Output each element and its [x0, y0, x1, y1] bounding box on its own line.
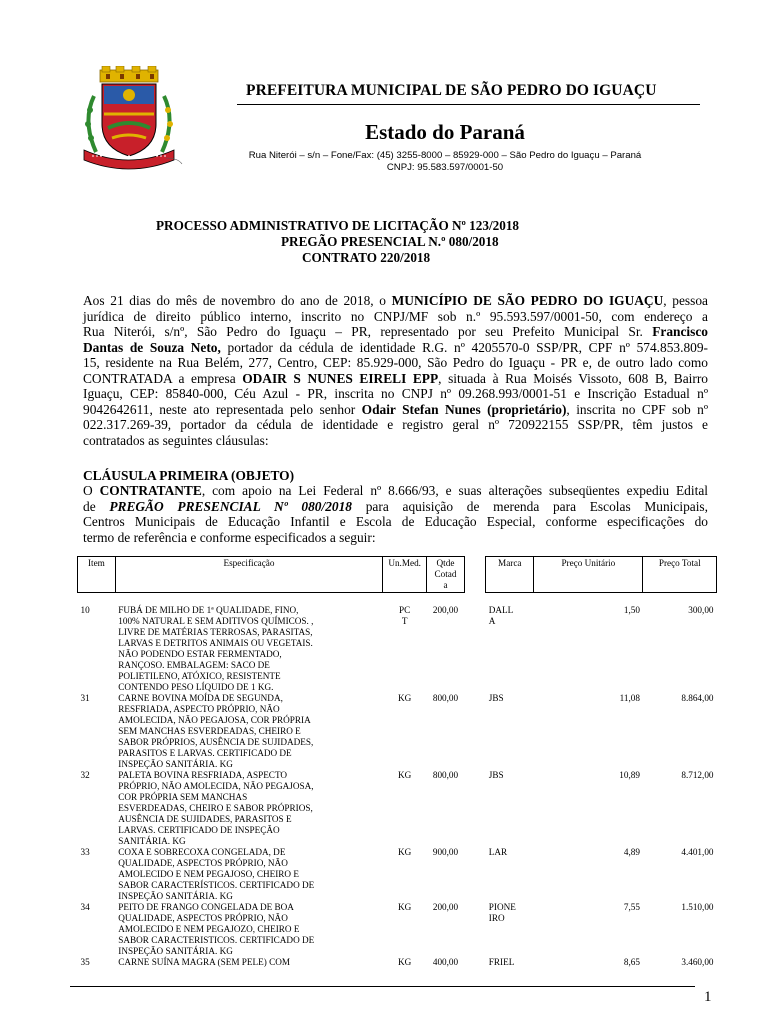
row-unit: KG — [398, 902, 412, 912]
row-quantity: 800,00 — [432, 770, 459, 780]
row-quantity: 900,00 — [432, 847, 459, 857]
row-unit: KG — [398, 957, 412, 967]
row-specification: PALETA BOVINA RESFRIADA, ASPECTO PRÓPRIO, NÃO AMOLECIDA, NÃO PEGAJOSA, COR PRÓPRIA SEM MANCHAS ESVERDEADAS, CHEIRO E SABOR PRÓPRIOS, AUSÊNCIA DE SUJIDADES, PARASITOS E LARVAS. CERTIFICADO DE INSPEÇÃO SANITÁRIA. KG — [118, 770, 314, 846]
row-brand: PIONE IRO — [488, 902, 516, 923]
row-specification: COXA E SOBRECOXA CONGELADA, DE QUALIDADE, ASPECTOS PRÓPRIO, NÃO AMOLECIDO E NEM PEGAJOSO, CHEIRO E SABOR CARACTERÍSTICOS. CERTIFICADO DE INSPEÇÃO SANITÁRIA. KG — [118, 847, 315, 901]
row-item-number: 31 — [80, 693, 90, 703]
clause-one-title: CLÁUSULA PRIMEIRA (OBJETO) — [83, 468, 295, 483]
row-brand: FRIEL — [488, 957, 515, 967]
row-unit-price: 7,55 — [623, 902, 640, 912]
header-total: Preço Total — [643, 557, 717, 593]
row-unit: PC T — [399, 605, 411, 626]
letterhead-rule — [237, 104, 700, 105]
row-gap — [464, 693, 485, 770]
table-row — [78, 902, 717, 957]
row-total-price: 1.510,00 — [681, 902, 714, 912]
row-specification: CARNE BOVINA MOÍDA DE SEGUNDA, RESFRIADA, ASPECTO PRÓPRIO, NÃO AMOLECIDA, NÃO PEGAJOSA, COR PRÓPRIA SEM MANCHAS ESVERDEADAS, CHEIRO E SABOR PRÓPRIOS, AUSÊNCIA DE SUJIDADES, PARASITOS E LARVAS. CERTIFICADO DE INSPEÇÃO SANITÁRIA. KG — [118, 693, 314, 769]
row-quantity: 200,00 — [432, 605, 459, 615]
letterhead-address: Rua Niterói – s/n – Fone/Fax: (45) 3255-8000 – 85929-000 – São Pedro do Iguaçu – Paraná — [248, 150, 642, 161]
table-row — [78, 693, 717, 770]
header-unit-price: Preço Unitário — [534, 557, 643, 593]
row-specification: FUBÁ DE MILHO DE 1ª QUALIDADE, FINO, 100% NATURAL E SEM ADITIVOS QUÍMICOS. , LIVRE DE MATÉRIAS TERROSAS, PARASITAS, LARVAS E DETRITOS ANIMAIS OU VEGETAIS. NÃO PODENDO ESTAR FERMENTADO, RANÇOSO. EMBALAGEM: SACO DE POLIETILENO, ATÓXICO, RESISTENTE CONTENDO PESO LÍQUIDO DE 1 KG. — [118, 605, 314, 692]
row-unit-price: 4,89 — [623, 847, 640, 857]
row-item-number: 10 — [80, 605, 90, 615]
row-unit: KG — [398, 770, 412, 780]
header-brand: Marca — [486, 557, 534, 593]
row-brand: DALL A — [488, 605, 514, 626]
row-unit-price: 8,65 — [623, 957, 640, 967]
process-title: PROCESSO ADMINISTRATIVO DE LICITAÇÃO Nº 123/2018 — [156, 218, 520, 233]
row-specification: CARNE SUÍNA MAGRA (SEM PELE) COM — [118, 957, 291, 967]
row-unit-price: 10,89 — [619, 770, 640, 780]
row-brand: JBS — [488, 770, 504, 780]
row-quantity: 800,00 — [432, 693, 459, 703]
table-header-row — [78, 557, 717, 593]
row-specification: PEITO DE FRANGO CONGELADA DE BOA QUALIDADE, ASPECTOS PRÓPRIO, NÃO AMOLECIDO E NEM PEGAJOZO, CHEIRO E SABOR CARACTERISTICOS. CERTIFICADO DE INSPEÇÃO SANITÁRIA. KG — [118, 902, 315, 956]
row-total-price: 8.864,00 — [681, 693, 714, 703]
contract-title: CONTRATO 220/2018 — [302, 250, 431, 265]
row-item-number: 34 — [80, 902, 90, 912]
row-gap — [464, 847, 485, 902]
row-total-price: 4.401,00 — [681, 847, 714, 857]
table-row — [78, 847, 717, 902]
letterhead-cnpj: CNPJ: 95.583.597/0001-50 — [386, 162, 504, 173]
footer-rule — [70, 986, 695, 987]
row-gap — [464, 957, 485, 968]
row-item-number: 35 — [80, 957, 90, 967]
letterhead-municipality: PREFEITURA MUNICIPAL DE SÃO PEDRO DO IGUAÇU — [246, 82, 657, 99]
row-item-number: 32 — [80, 770, 90, 780]
auction-title: PREGÃO PRESENCIAL N.º 080/2018 — [281, 234, 499, 249]
row-brand: JBS — [488, 693, 504, 703]
row-quantity: 400,00 — [432, 957, 459, 967]
row-gap — [464, 605, 485, 693]
row-unit-price: 11,08 — [619, 693, 640, 703]
row-item-number: 33 — [80, 847, 90, 857]
row-unit-price: 1,50 — [623, 605, 640, 615]
table-row — [78, 770, 717, 847]
header-qty: Qtde Cotad a — [427, 557, 465, 593]
page-number: 1 — [704, 989, 712, 1005]
row-brand: LAR — [488, 847, 508, 857]
row-total-price: 3.460,00 — [681, 957, 714, 967]
row-unit: KG — [398, 693, 412, 703]
row-gap — [464, 770, 485, 847]
header-spec: Especificação — [115, 557, 382, 593]
row-gap — [464, 902, 485, 957]
clause-one-paragraph: O CONTRATANTE, com apoio na Lei Federal nº 8.666/93, e suas alterações subseqüentes expediu Edital de PREGÃO PRESENCIAL Nº 080/2018 para aquisição de merenda para Escolas Municipais, Centros Municipais de Educação Infantil e Escola de Educação Especial, conforme especificações do termo de referência e conforme especificados a seguir: — [83, 483, 708, 545]
row-quantity: 200,00 — [432, 902, 459, 912]
row-unit: KG — [398, 847, 412, 857]
letterhead-state: Estado do Paraná — [365, 120, 525, 144]
row-total-price: 300,00 — [688, 605, 714, 615]
row-total-price: 8.712,00 — [681, 770, 714, 780]
intro-paragraph: Aos 21 dias do mês de novembro do ano de 2018, o MUNICÍPIO DE SÃO PEDRO DO IGUAÇU, pessoa jurídica de direito público interno, inscrito no CNPJ/MF sob n.º 95.593.597/0001-50, com endereço a Rua Niterói, s/nº, São Pedro do Iguaçu – PR, representado por seu Prefeito Municipal Sr. Francisco Dantas de Souza Neto, portador da cédula de identidade R.G. nº 4205570-0 SSP/PR, CPF nº 574.853.809- 15, residente na Rua Belém, 277, Centro, CEP: 85.929-000, São Pedro do Iguaçu - PR e, de outro lado como CONTRATADA a empresa ODAIR S NUNES EIRELI EPP, situada à Rua Moisés Vissoto, 608 B, Bairro Iguaçu, CEP: 85840-000, Céu Azul - PR, inscrita no CNPJ nº 09.268.993/0001-51 e Inscrição Estadual nº 9042642611, neste ato representada pelo senhor Odair Stefan Nunes (proprietário), inscrita no CPF sob nº 022.317.269-39, portador da cédula de identidade e registro geral nº 720922155 SSP/PR, têm justos e contratados as seguintes cláusulas: — [83, 293, 708, 448]
table-row — [78, 957, 717, 968]
header-unit: Un.Med. — [383, 557, 427, 593]
header-item: Item — [78, 557, 116, 593]
table-row — [78, 605, 717, 693]
items-table — [77, 556, 717, 968]
